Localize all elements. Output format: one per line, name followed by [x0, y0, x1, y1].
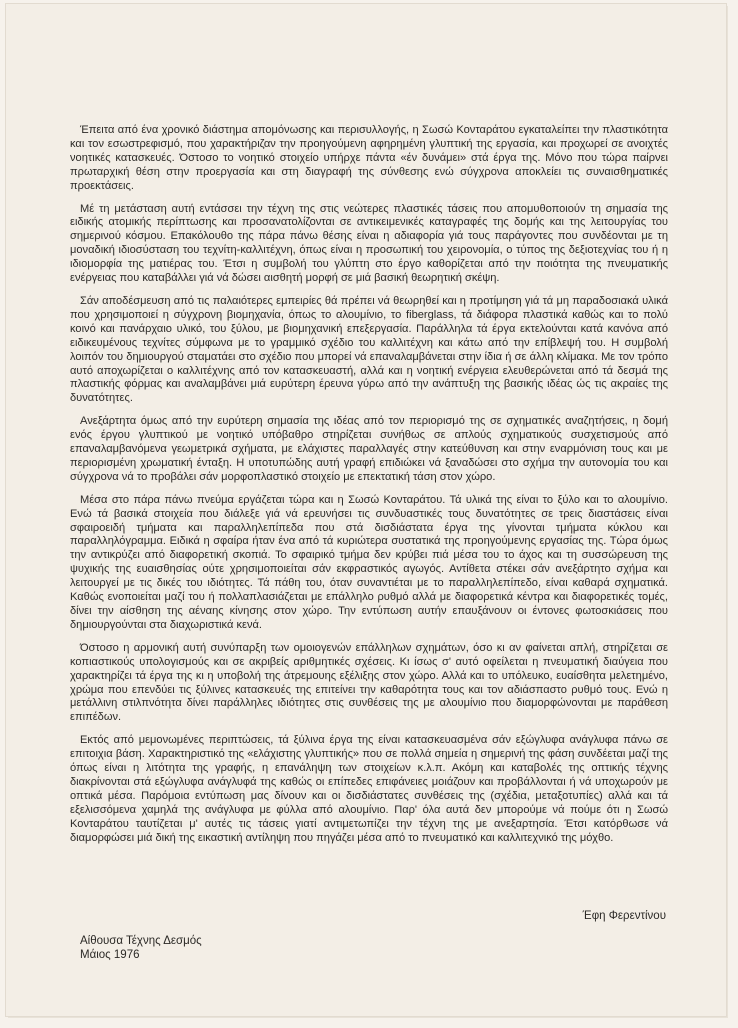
- author-signature: Έφη Φερεντίνου: [582, 910, 666, 922]
- venue-block: [80, 934, 202, 962]
- document-page: [6, 4, 726, 1016]
- paragraph: Εκτός από μεμονωμένες περιπτώσεις, τά ξύλινα έργα της είναι κατασκευασμένα σάν εξώγλυφα ανάγλυφα πάνω σε επιτοιχια βάση. Χαρακτηριστικό της «ελάχιστης γλυπτικής» που σε πολλά σημεία η σημερινή της φάση συνδέεται μαζί της όπως είναι η λιτότητα της γραφής, η επανάληψη των στοιχείων κ.λ.π. Ακόμη και καταβολές της οπτικής τέχνης διακρίνονται στά εξώγλυφα ανάγλυφά της καθώς οι επίπεδες επιφάνειες μοιάζουν και προβάλλονται ή νά υποχωρούν με οπτικά μέσα. Παρόμοια εντύπωση μας δίνουν και οι δισδιάστατες συνθέσεις της (σχέδια, μεταξοτυπίες) αλλά και τά εξελισσόμενα χαμηλά της ανάγλυφα με φύλλα από αλουμίνιο. Παρ' όλα αυτά δεν μπορούμε νά πούμε ότι η Σωσώ Κονταράτου ταυτίζεται μ' αυτές τις τάσεις γιατί αντιμετωπίζει την τέχνη της με ανεξαρτησία. Έτσι κατόρθωσε νά διαμορφώσει μιά δική της εικαστική αντίληψη που πηγάζει μέσα από το πνευματικό και καλλιτεχνικό της μόχθο.: [70, 734, 668, 844]
- venue-date: Μάιος 1976: [80, 949, 140, 961]
- paragraph: Μέ τη μετάσταση αυτή εντάσσει την τέχνη της στις νεώτερες πλαστικές τάσεις που απομυθοποιούν τη σημασία της ειδικής ατομικής περίπτωσης και προσανατολίζονται σε αντικειμενικές καταγραφές της δομής και της λειτουργίας του σημερινού κόσμου. Επακόλουθο της πάρα πάνω θέσης είναι η αδιαφορία γιά τους παράγοντες που συνδέονται με τη μοναδική ιδιοσύσταση του τεχνίτη-καλλιτέχνη, όπως είναι η προσωπική του χειρονομία, ο τύπος της δεξιοτεχνίας του ή η ιδιομορφία της ματιέρας του. Έτσι η συμβολή του γλύπτη στο έργο καθορίζεται από την ποιότητα της πνευματικής ενέργειας που καταβάλλει γιά νά δώσει αισθητή μορφή σε μιά βασική θεωρητική σκέψη.: [70, 202, 668, 285]
- article-body: [70, 124, 668, 855]
- paragraph: Ανεξάρτητα όμως από την ευρύτερη σημασία της ιδέας από τον περιορισμό της σε σχηματικές αναζητήσεις, η δομή ενός έργου γλυπτικού με νοητικό υπόβαθρο στηρίζεται συνήθως σε απλούς σχηματικούς συσχετισμούς από επαναλαμβανόμενα γεωμετρικά σχήματα, με ελάχιστες παραλλαγές στην κατεύθυνση και στην εναρμόνιση τους και με περιορισμένη χρωματική ένταξη. Η υποτυπώδης αυτή γραφή επιδιώκει νά ξαναδώσει στο σχήμα την αυτονομία του και σύγχρονα νά το προβάλει σάν μορφοπλαστικό στοιχείο με επεκτατική τάση στον χώρο.: [70, 415, 668, 483]
- paragraph: Σάν αποδέσμευση από τις παλαιότερες εμπειρίες θά πρέπει νά θεωρηθεί και η προτίμηση γιά τά μη παραδοσιακά υλικά που χρησιμοποιεί η σύγχρονη βιομηχανία, όπως το αλουμίνιο, το fiberglass, τά διάφορα πλαστικά καθώς και το πολύ κοινό και πανάρχαιο υλικό, του ξύλου, με βιομηχανική επεξεργασία. Παράλληλα τά έργα εκτελούνται κατά κανόνα από ειδικευμένους τεχνίτες σύμφωνα με το γραμμικό σχέδιο του καλλιτέχνη και κάτω από την επίβλεψή του. Η συμβολή λοιπόν του δημιουργού σταματάει στο σχέδιο που μπορεί νά επαναλαμβάνεται στην ίδια ή σε άλλη κλίμακα. Με τον τρόπο αυτό αποχωρίζεται ο καλλιτέχνης από τον κατασκευαστή, αλλά και η νοητική ενέργεια ελευθερώνεται από τά δεσμά της πλαστικής φόρμας και αναλαμβάνει μιά ευρύτερη έρευνα γύρω από την ανάπτυξη της βασικής ιδέας ώς τις ακραίες της δυνατότητες.: [70, 294, 668, 405]
- venue-name: Αίθουσα Τέχνης Δεσμός: [80, 935, 202, 947]
- paragraph: Έπειτα από ένα χρονικό διάστημα απομόνωσης και περισυλλογής, η Σωσώ Κονταράτου εγκαταλείπει την πλαστικότητα και τον εσωστρεφισμό, που χαρακτήριζαν την προηγούμενη αφηρημένη γλυπτική της εργασία, και προχωρεί σε ανοιχτές νοητικές κατασκευές. Όστοσο το νοητικό στοιχείο υπήρχε πάντα «έν δυνάμει» στά έργα της. Μόνο που τώρα παίρνει πρωταρχική θέση στην προεργασία και στη διαγραφή της σύνθεσης ενώ σύγχρονα αποκλείει τις συναισθηματικές προεκτάσεις.: [70, 124, 668, 192]
- paragraph: Όστοσο η αρμονική αυτή συνύπαρξη των ομοιογενών επάλληλων σχημάτων, όσο κι αν φαίνεται απλή, στηρίζεται σε κοπιαστικούς υπολογισμούς και σε ακριβείς αριθμητικές σχέσεις. Κι ίσως σ' αυτό οφείλεται η πνευματική διαύγεια που χαρακτηρίζει τά έργα της κι η υποβολή της άτρεμουης εξέλιξης στον χώρο. Αλλά και το υπόλευκο, ευαίσθητα μελετημένο, χρώμα που επενδύει τις ξύλινες κατασκευές της επιτείνει την καθαρότητα τους και τον αδιάσπαστο ρυθμό τους. Ενώ η μετάλλινη στιλπνότητα δίνει παράλληλες ιδιότητες στις συνθέσεις της με αλουμίνιο που διαμορφώνονται με παράθεση επιπέδων.: [70, 641, 668, 724]
- paragraph: Μέσα στο πάρα πάνω πνεύμα εργάζεται τώρα και η Σωσώ Κονταράτου. Τά υλικά της είναι το ξύλο και το αλουμίνιο. Ενώ τά βασικά στοιχεία που διάλεξε γιά νά ερευνήσει τις συνδυαστικές τους δυνατότητες σε τρεις διαστάσεις είναι σφαιροειδή τμήματα και παραλληλεπίπεδα που στά δισδιάστατα έργα της γίνονται τμήματα κύκλου και παραλληλόγραμμα. Ειδικά η σφαίρα ήταν ένα από τά κυριώτερα συστατικά της προηγούμενης εργασίας της. Τώρα όμως την αντικρύζει από διαφορετική σκοπιά. Το σφαιρικό τμήμα δεν κρύβει πιά μέσα του το άχος και τη συσσώρευση της ψυχικής της ευαισθησίας ούτε χρησιμοποιείται σάν εκφραστικός αγωγός. Αντίθετα στέκει σάν ανεξάρτητο σχήμα και λειτουργεί με τις δικές του ιδιότητες. Τά πάθη του, όταν συναντιέται με το παραλληλεπίπεδο, είναι καθαρά σχηματικά. Καθώς ενοποιείται μαζί του ή πολλαπλασιάζεται με επάλληλο ρυθμό αλλά με διαφορετικά κέντρα και διαφορετικές τομές, δίνει την αίσθηση της αέναης κίνησης στον χώρο. Την εντύπωση αυτήν επαυξάνουν οι έντονες φωτοσκιάσεις που δημιουργούνται στα διαχωριστικά κενά.: [70, 493, 668, 631]
